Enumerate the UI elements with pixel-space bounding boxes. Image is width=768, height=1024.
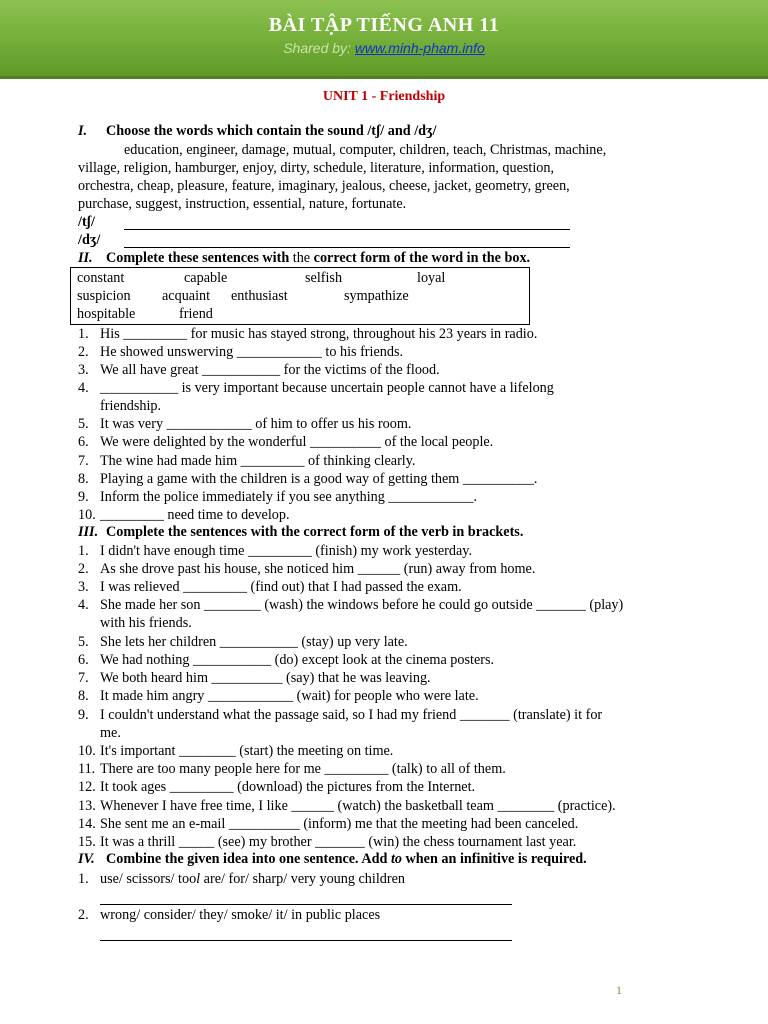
box-word: sympathize — [344, 288, 409, 304]
section-1-instruction: Choose the words which contain the sound /tʃ/ and /dʒ/ — [106, 123, 437, 139]
page-header-banner — [0, 0, 768, 79]
list-item: 3. We all have great ___________ for the victims of the flood. — [78, 362, 440, 378]
list-item: 10. _________ need time to develop. — [78, 507, 290, 523]
list-item-continuation: friendship. — [100, 398, 162, 414]
section-4-heading — [78, 851, 587, 868]
box-word: acquaint — [162, 288, 211, 304]
box-word: enthusiast — [231, 288, 288, 304]
header-title: BÀI TẬP TIẾNG ANH 11 — [268, 14, 500, 36]
list-item: 7. The wine had made him _________ of thinking clearly. — [78, 453, 416, 469]
unit-title: UNIT 1 - Friendship — [322, 89, 446, 104]
header-shared-by — [0, 40, 768, 56]
box-word: capable — [184, 270, 228, 286]
list-item: 10. It's important ________ (start) the meeting on time. — [78, 743, 394, 759]
section-4-instruction-to: to — [390, 851, 402, 867]
box-word: suspicion — [77, 288, 131, 304]
list-item: 3. I was relieved _________ (find out) that I had passed the exam. — [78, 579, 462, 595]
section-3-instruction: Complete the sentences with the correct form of the verb in brackets. — [106, 524, 524, 540]
shared-by-label: Shared by: — [283, 40, 351, 56]
section-1-numeral: I. — [78, 123, 88, 139]
word-box — [70, 267, 530, 325]
list-item-continuation: with his friends. — [100, 615, 192, 631]
list-item: 15. It was a thrill _____ (see) my brother _______ (win) the chess tournament last year. — [78, 834, 577, 850]
list-item: 6. We were delighted by the wonderful __________ of the local people. — [78, 434, 494, 450]
box-word: hospitable — [77, 306, 136, 322]
list-item: 1. I didn't have enough time _________ (finish) my work yesterday. — [78, 543, 473, 559]
section-3-numeral: III. — [78, 524, 99, 540]
list-item: 9. I couldn't understand what the passage said, so I had my friend _______ (translate) it for — [78, 707, 603, 723]
list-item: 5. She lets her children ___________ (stay) up very late. — [78, 634, 408, 650]
shared-by-link[interactable]: www.minh-pham.info — [354, 40, 485, 56]
list-item: 2. As she drove past his house, she noticed him ______ (run) away from home. — [78, 561, 536, 577]
section-3-heading — [78, 524, 523, 541]
list-item: 9. Inform the police immediately if you see anything ____________. — [78, 489, 478, 505]
list-item: 1. His _________ for music has stayed strong, throughout his 23 years in radio. — [78, 326, 538, 342]
list-item: 1. use/ scissors/ tool are/ for/ sharp/ very young children — [78, 871, 405, 887]
answer-line[interactable] — [100, 940, 512, 941]
list-item-continuation: me. — [100, 725, 121, 741]
list-item: 13. Whenever I have free time, I like ______ (watch) the basketball team ________ (practice). — [78, 798, 616, 814]
list-item: 11. There are too many people here for me _________ (talk) to all of them. — [78, 761, 506, 777]
section-4-numeral: IV. — [78, 851, 95, 867]
word-list-line-4: purchase, suggest, instruction, essential, nature, fortunate. — [78, 196, 407, 212]
list-item: 4. ___________ is very important because uncertain people cannot have a lifelong — [78, 380, 554, 396]
list-item: 2. He showed unswerving ____________ to his friends. — [78, 344, 404, 360]
box-word: selfish — [305, 270, 343, 286]
page-number: 1 — [616, 983, 622, 997]
list-item: 6. We had nothing ___________ (do) except look at the cinema posters. — [78, 652, 495, 668]
word-list-line-2: village, religion, hamburger, enjoy, dirty, schedule, literature, information, question, — [78, 160, 555, 176]
section-2-instruction-c: correct form of the word in the box. — [313, 250, 531, 266]
list-item: 12. It took ages _________ (download) the pictures from the Internet. — [78, 779, 476, 795]
sound-label-j: /dʒ/ — [78, 232, 101, 248]
sound-label-ch: /tʃ/ — [78, 214, 95, 230]
box-word: constant — [77, 270, 125, 286]
section-2-instruction-b: the — [292, 250, 311, 266]
box-word: loyal — [417, 270, 446, 286]
answer-line[interactable] — [100, 904, 512, 905]
section-2-numeral: II. — [78, 250, 93, 266]
list-item: 8. It made him angry ____________ (wait) for people who were late. — [78, 688, 479, 704]
section-2-heading — [78, 250, 530, 267]
section-1-heading — [78, 123, 436, 140]
list-item: 4. She made her son ________ (wash) the windows before he could go outside _______ (play) — [78, 597, 624, 613]
list-item: 2. wrong/ consider/ they/ smoke/ it/ in public places — [78, 907, 381, 923]
section-4-instruction-b: when an infinitive is required. — [405, 851, 587, 867]
word-list-line-1: education, engineer, damage, mutual, computer, children, teach, Christmas, machine, — [124, 142, 607, 158]
list-item: 14. She sent me an e-mail __________ (inform) me that the meeting had been canceled. — [78, 816, 579, 832]
list-item: 5. It was very ____________ of him to offer us his room. — [78, 416, 412, 432]
answer-line-ch[interactable] — [124, 229, 570, 230]
answer-line-j[interactable] — [124, 247, 570, 248]
word-list-line-3: orchestra, cheap, pleasure, feature, imaginary, jealous, cheese, jacket, geometry, green, — [78, 178, 570, 194]
section-2-instruction-a: Complete these sentences with — [106, 250, 290, 266]
box-word: friend — [179, 306, 213, 322]
list-item: 7. We both heard him __________ (say) that he was leaving. — [78, 670, 431, 686]
list-item: 8. Playing a game with the children is a good way of getting them __________. — [78, 471, 538, 487]
section-4-instruction-a: Combine the given idea into one sentence. Add — [106, 851, 388, 867]
